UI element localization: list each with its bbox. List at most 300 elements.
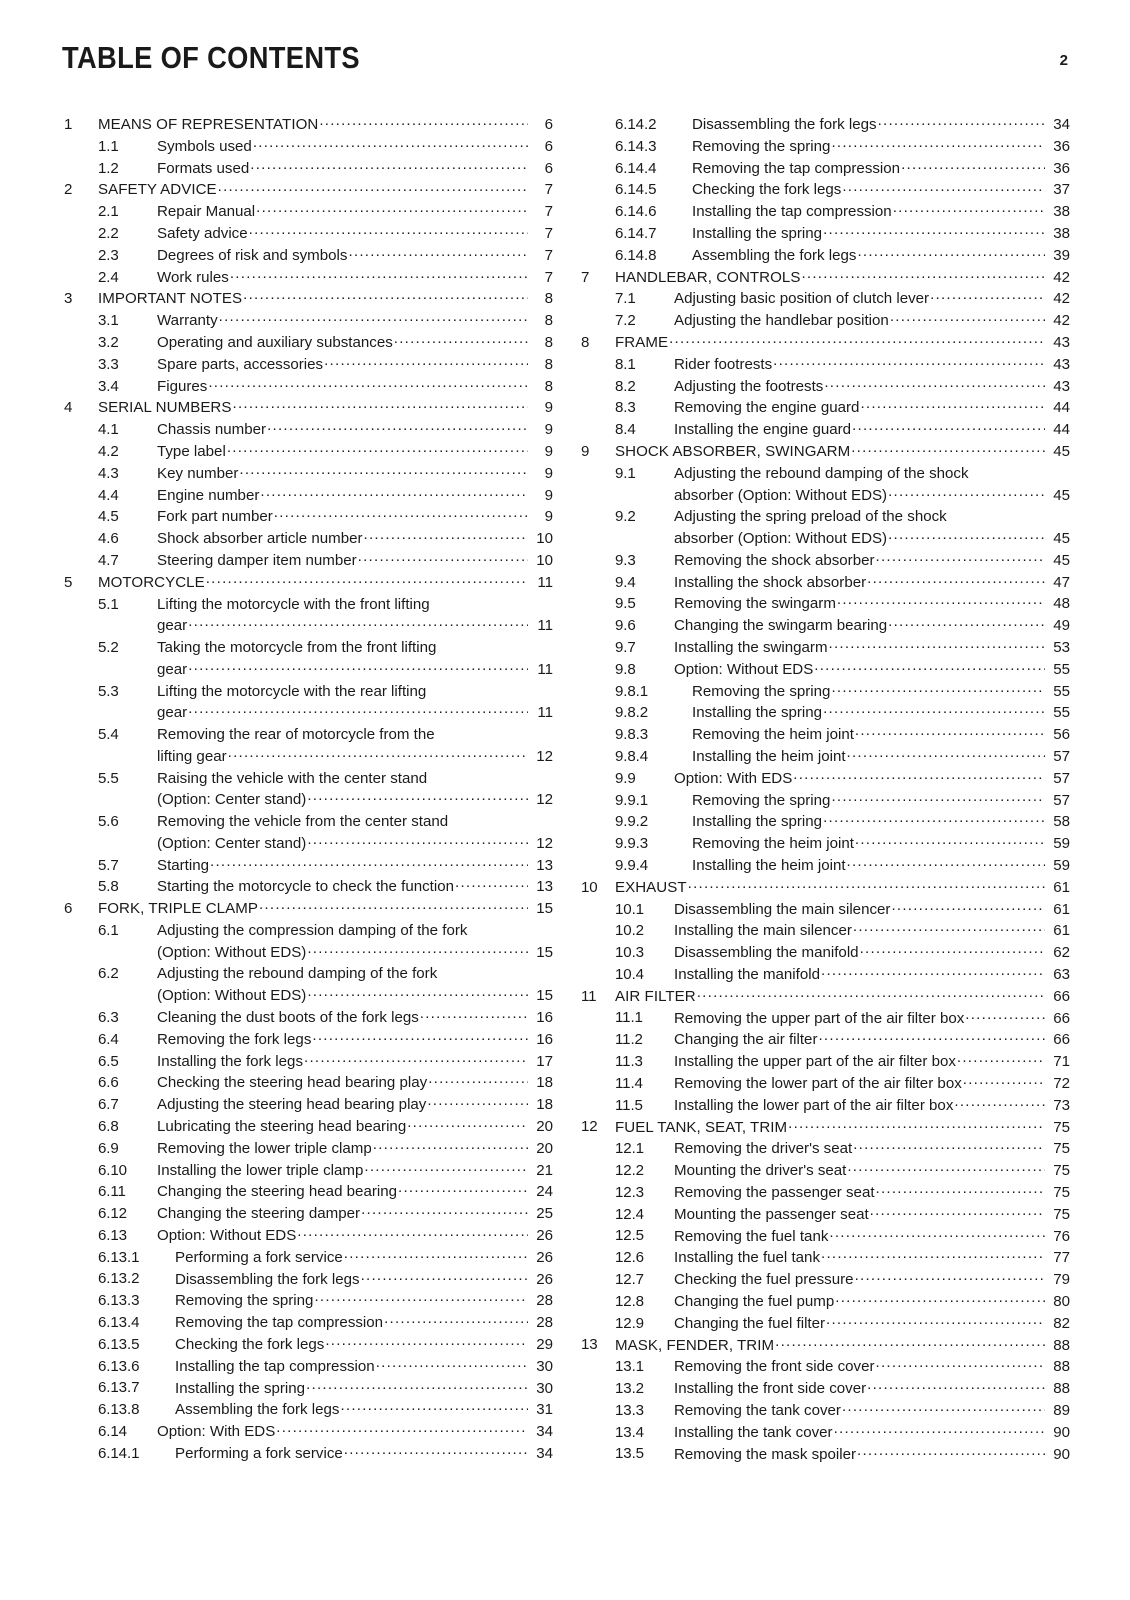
toc-entry-page: 75 [1053,1140,1070,1158]
toc-entry-line [157,1181,553,1203]
toc-entry[interactable] [579,1204,1070,1226]
toc-entry[interactable] [579,158,1070,180]
dot-leader [930,288,1045,303]
toc-entry[interactable] [62,376,553,398]
toc-entry-title: Disassembling the main silencer [674,900,891,918]
dot-leader [834,1422,1045,1437]
toc-entry[interactable] [62,1007,553,1029]
toc-entry-title: Installing the main silencer [674,922,852,940]
toc-entry-title: Removing the mask spoiler [674,1445,857,1463]
dot-leader [842,179,1045,194]
toc-entry[interactable] [62,724,553,768]
toc-entry[interactable] [62,1377,553,1399]
toc-entry-body [157,136,553,158]
toc-entry[interactable] [62,485,553,507]
toc-entry-number: 11.1 [615,1009,643,1027]
toc-entry-title: AIR FILTER [615,987,696,1005]
toc-entry[interactable] [579,506,1070,550]
toc-entry[interactable] [62,637,553,681]
toc-entry-page: 15 [536,987,553,1005]
dot-leader [364,1160,528,1175]
toc-entry[interactable] [579,1073,1070,1095]
toc-entry-title: Changing the steering damper [157,1205,361,1223]
toc-entry[interactable] [579,1116,1070,1138]
toc-entry-title: (Option: Center stand) [157,834,307,852]
dot-leader [775,1334,1045,1349]
toc-entry-page: 57 [1053,791,1070,809]
toc-entry-number: 9.7 [615,638,636,656]
toc-entry-line [175,1290,553,1312]
toc-entry-page: 11 [537,660,553,678]
toc-entry-line [674,528,1070,550]
toc-entry-body [674,354,1070,376]
toc-entry-body [674,1313,1070,1335]
toc-entry-body [157,245,553,267]
toc-entry-number: 6.1 [98,921,119,939]
toc-entry-line [674,1313,1070,1335]
toc-entry-number: 6.14.7 [615,224,657,242]
dot-leader [824,376,1045,391]
toc-columns [62,114,1068,1465]
toc-entry[interactable] [62,681,553,725]
toc-entry-body [674,1269,1070,1291]
toc-entry[interactable] [62,876,553,898]
toc-entry[interactable] [62,1443,553,1465]
toc-entry-number: 6.3 [98,1008,119,1026]
toc-entry-line [674,637,1070,659]
toc-entry-line [692,724,1070,746]
toc-entry[interactable] [579,593,1070,615]
toc-entry-number: 1 [64,116,73,133]
toc-entry-number: 6.14.2 [615,116,657,133]
toc-entry-number: 2.1 [98,203,119,221]
toc-entry-title: Installing the spring [692,704,823,722]
toc-entry-number: 9.8.2 [615,704,649,722]
toc-entry[interactable] [579,1095,1070,1117]
toc-entry[interactable] [579,1247,1070,1269]
toc-entry[interactable] [62,158,553,180]
toc-entry[interactable] [579,920,1070,942]
toc-entry-number: 2.2 [98,224,119,242]
toc-entry[interactable] [579,1443,1070,1465]
toc-entry-number: 9.9 [615,769,636,787]
toc-entry[interactable] [62,288,553,310]
toc-entry-number: 9.4 [615,573,636,591]
toc-entry-line [674,310,1070,332]
dot-leader [344,1247,528,1262]
toc-entry[interactable] [62,397,553,419]
toc-entry-page: 9 [544,443,553,461]
toc-entry-body [615,1334,1070,1356]
toc-entry-title: Installing the shock absorber [674,573,867,591]
toc-entry-title-line: Removing the rear of motorcycle from the [157,726,435,744]
toc-entry[interactable] [579,572,1070,594]
toc-entry-body [615,332,1070,354]
toc-entry-body [157,1072,553,1094]
toc-entry-title: Installing the fuel tank [674,1249,820,1267]
toc-entry[interactable] [579,267,1070,289]
toc-entry-number: 11.4 [615,1074,643,1092]
toc-entry-body [692,724,1070,746]
toc-entry[interactable] [62,1203,553,1225]
toc-entry[interactable] [62,332,553,354]
dot-leader [260,485,528,500]
toc-entry[interactable] [62,267,553,289]
toc-entry-line [674,484,1070,506]
toc-entry-number: 6.4 [98,1030,119,1048]
toc-entry[interactable] [579,790,1070,812]
dot-leader [208,376,528,391]
toc-entry-line [692,790,1070,812]
toc-entry-title: Assembling the fork legs [692,246,857,264]
dot-leader [847,855,1045,870]
toc-entry[interactable] [579,1051,1070,1073]
toc-entry-page: 21 [536,1161,553,1179]
toc-entry-line [615,332,1070,354]
toc-entry[interactable] [62,1181,553,1203]
dot-leader [206,572,528,587]
toc-entry[interactable] [62,572,553,594]
toc-entry[interactable] [579,1160,1070,1182]
toc-entry-page: 55 [1053,682,1070,700]
dot-leader [219,310,528,325]
toc-entry[interactable] [62,1116,553,1138]
toc-entry-body [674,1138,1070,1160]
dot-leader [188,659,528,674]
toc-entry-body [157,550,553,572]
toc-entry-number: 9.8 [615,660,636,678]
toc-entry-body [615,441,1070,463]
toc-entry-title: Removing the fork legs [157,1030,312,1048]
dot-leader [860,397,1045,412]
toc-entry[interactable] [62,1290,553,1312]
page-number: 2 [1059,52,1068,69]
toc-entry-line [674,1291,1070,1313]
toc-entry[interactable] [579,1334,1070,1356]
toc-entry[interactable] [579,1378,1070,1400]
toc-entry[interactable] [579,354,1070,376]
toc-entry-page: 90 [1053,1445,1070,1463]
toc-entry[interactable] [579,746,1070,768]
toc-entry[interactable] [62,136,553,158]
toc-entry-page: 12 [536,791,553,809]
toc-entry-body [98,114,553,136]
toc-entry[interactable] [62,768,553,812]
toc-entry-number: 12.3 [615,1183,644,1201]
dot-leader [821,1247,1045,1262]
toc-entry-title: Removing the tap compression [175,1314,384,1332]
toc-entry-line [157,485,553,507]
toc-entry[interactable] [579,1225,1070,1247]
toc-entry[interactable] [62,463,553,485]
toc-entry-body [674,1378,1070,1400]
toc-entry[interactable] [579,1007,1070,1029]
toc-entry-number: 11 [581,987,597,1005]
toc-entry-number: 9.8.4 [615,747,649,765]
toc-entry-line [692,136,1070,158]
toc-entry[interactable] [579,288,1070,310]
toc-entry-number: 10 [581,878,598,896]
toc-entry[interactable] [62,1072,553,1094]
toc-entry-body [674,1422,1070,1444]
toc-entry[interactable] [579,179,1070,201]
toc-entry-page: 15 [536,943,553,961]
toc-entry-page: 48 [1053,595,1070,613]
toc-entry[interactable] [579,833,1070,855]
toc-entry-page: 13 [536,856,553,874]
toc-entry-number: 4.4 [98,486,119,504]
toc-entry-body [674,550,1070,572]
toc-entry-title: Changing the fuel pump [674,1292,835,1310]
dot-leader [831,681,1045,696]
dot-leader [218,179,528,194]
toc-entry[interactable] [62,179,553,201]
dot-leader [793,768,1045,783]
toc-entry[interactable] [579,659,1070,681]
toc-entry[interactable] [62,1094,553,1116]
toc-entry[interactable] [579,768,1070,790]
toc-entry-number: 5.1 [98,595,119,613]
toc-entry[interactable] [579,811,1070,833]
toc-entry-line [157,1094,553,1116]
toc-entry[interactable] [62,1138,553,1160]
dot-leader [188,615,528,630]
toc-entry[interactable] [62,1356,553,1378]
toc-entry[interactable] [579,114,1070,136]
toc-entry-page: 80 [1053,1292,1070,1310]
toc-entry[interactable] [62,550,553,572]
toc-entry-title: Figures [157,377,208,395]
toc-entry-number: 10.4 [615,965,644,983]
toc-entry[interactable] [62,528,553,550]
dot-leader [304,1051,528,1066]
toc-entry-line [157,1138,553,1160]
dot-leader [427,1094,528,1109]
toc-entry[interactable] [579,702,1070,724]
toc-entry-title: Engine number [157,486,260,504]
toc-entry-number: 6.14.8 [615,246,657,264]
dot-leader [307,942,528,957]
toc-entry[interactable] [579,1138,1070,1160]
toc-entry-page: 30 [536,1379,553,1397]
toc-entry[interactable] [579,637,1070,659]
toc-entry[interactable] [579,986,1070,1008]
toc-entry[interactable] [62,1225,553,1247]
toc-entry[interactable] [62,310,553,332]
toc-entry[interactable] [62,1421,553,1443]
toc-entry[interactable] [579,419,1070,441]
toc-entry-body [157,463,553,485]
toc-entry-page: 49 [1053,617,1070,635]
toc-entry[interactable] [579,1291,1070,1313]
toc-entry[interactable] [579,310,1070,332]
toc-entry-body [157,681,553,725]
toc-entry-title: Installing the upper part of the air filter box [674,1053,956,1071]
toc-entry[interactable] [579,855,1070,877]
toc-entry-page: 8 [544,334,553,352]
dot-leader [394,332,528,347]
toc-entry-title: Starting [157,856,210,874]
toc-entry-line [674,1095,1070,1117]
dot-leader [227,441,528,456]
toc-entry[interactable] [579,550,1070,572]
toc-entry-body [674,1007,1070,1029]
toc-entry[interactable] [62,811,553,855]
toc-entry-title: HANDLEBAR, CONTROLS [615,268,801,286]
toc-entry-number: 13.4 [615,1423,644,1441]
dot-leader [361,1268,528,1283]
toc-entry-title: (Option: Without EDS) [157,987,307,1005]
toc-entry[interactable] [62,1051,553,1073]
toc-entry-number: 9.1 [615,464,636,482]
toc-entry[interactable] [579,376,1070,398]
toc-entry[interactable] [579,899,1070,921]
toc-entry-title: Removing the shock absorber [674,551,875,569]
dot-leader [842,1400,1045,1415]
toc-entry-page: 24 [536,1183,553,1201]
toc-entry[interactable] [62,506,553,528]
toc-entry-body [692,179,1070,201]
toc-entry[interactable] [62,594,553,638]
toc-entry-line [157,1051,553,1073]
toc-entry[interactable] [579,223,1070,245]
toc-entry[interactable] [579,1182,1070,1204]
toc-entry[interactable] [579,615,1070,637]
toc-entry-page: 20 [536,1139,553,1157]
toc-entry-body [175,1247,553,1269]
toc-entry-page: 18 [536,1096,553,1114]
toc-entry[interactable] [579,1029,1070,1051]
toc-entry[interactable] [62,898,553,920]
toc-entry-line [674,768,1070,790]
toc-entry-body [157,201,553,223]
toc-entry-line [157,1029,553,1051]
toc-entry[interactable] [62,201,553,223]
dot-leader [821,964,1045,979]
toc-entry[interactable] [579,681,1070,703]
toc-entry-line [157,463,553,485]
toc-entry[interactable] [62,855,553,877]
dot-leader [835,1291,1045,1306]
toc-entry[interactable] [62,1160,553,1182]
toc-entry-title: MOTORCYCLE [98,573,205,591]
toc-entry[interactable] [579,463,1070,507]
toc-entry-line [615,267,1070,289]
toc-entry[interactable] [62,245,553,267]
toc-entry[interactable] [579,877,1070,899]
toc-entry-line [674,572,1070,594]
toc-entry-page: 7 [544,246,553,264]
toc-entry[interactable] [579,332,1070,354]
toc-entry-title: Spare parts, accessories [157,355,324,373]
toc-entry-title-line: Adjusting the compression damping of the fork [157,921,468,939]
toc-entry-title: Installing the spring [692,225,823,243]
toc-entry[interactable] [579,245,1070,267]
toc-entry-page: 18 [536,1074,553,1092]
toc-entry-line [157,376,553,398]
toc-entry-body [157,724,553,768]
toc-entry-title: SERIAL NUMBERS [98,399,232,417]
toc-entry[interactable] [62,1029,553,1051]
dot-leader [888,528,1045,543]
toc-entry-page: 28 [536,1314,553,1332]
toc-entry-page: 8 [544,355,553,373]
dot-leader [901,158,1045,173]
toc-entry-title: Starting the motorcycle to check the function [157,878,454,896]
toc-entry[interactable] [62,354,553,376]
toc-entry-page: 6 [544,116,553,134]
toc-entry-body [674,572,1070,594]
toc-entry[interactable] [579,441,1070,463]
dot-leader [253,136,528,151]
toc-entry[interactable] [62,419,553,441]
toc-entry[interactable] [579,1269,1070,1291]
toc-entry-title: Steering damper item number [157,552,357,570]
toc-entry-title: Chassis number [157,421,267,439]
toc-entry-number: 6.14.5 [615,181,657,199]
toc-entry[interactable] [579,724,1070,746]
toc-entry-body [674,1356,1070,1378]
toc-entry-page: 30 [536,1357,553,1375]
toc-entry[interactable] [579,1356,1070,1378]
toc-entry[interactable] [579,136,1070,158]
dot-leader [325,1334,528,1349]
toc-entry-number: 5.2 [98,639,119,657]
toc-entry[interactable] [62,963,553,1007]
dot-leader [340,1399,528,1414]
toc-entry[interactable] [579,1313,1070,1335]
toc-entry-title: Changing the air filter [674,1031,818,1049]
toc-entry[interactable] [62,114,553,136]
toc-entry-number: 3.3 [98,355,119,373]
toc-entry[interactable] [62,1312,553,1334]
toc-entry[interactable] [62,1268,553,1290]
toc-entry[interactable] [579,1422,1070,1444]
toc-entry-body [674,1051,1070,1073]
toc-entry-line [692,245,1070,267]
toc-entry[interactable] [62,920,553,964]
toc-entry[interactable] [62,1334,553,1356]
toc-entry[interactable] [579,201,1070,223]
toc-entry[interactable] [62,441,553,463]
toc-entry-line [674,942,1070,964]
toc-entry-number: 13.2 [615,1380,644,1398]
toc-entry-page: 43 [1053,355,1070,373]
toc-entry-page: 9 [544,421,553,439]
toc-entry[interactable] [579,942,1070,964]
dot-leader [852,419,1045,434]
toc-entry-body [157,1051,553,1073]
dot-leader [788,1116,1045,1131]
toc-entry[interactable] [62,1247,553,1269]
toc-entry[interactable] [62,223,553,245]
toc-entry-body [692,790,1070,812]
toc-entry-number: 4.3 [98,464,119,482]
dot-leader [314,1290,528,1305]
toc-entry[interactable] [579,1400,1070,1422]
toc-entry-page: 44 [1053,399,1070,417]
toc-entry-line [157,550,553,572]
toc-entry-page: 7 [544,203,553,221]
toc-entry-body [157,354,553,376]
toc-entry-title: Installing the spring [692,813,823,831]
toc-entry[interactable] [62,1399,553,1421]
toc-entry-page: 17 [536,1052,553,1070]
toc-entry-number: 7.2 [615,312,636,330]
toc-entry-title: Lubricating the steering head bearing [157,1118,407,1135]
toc-entry[interactable] [579,397,1070,419]
toc-entry[interactable] [579,964,1070,986]
